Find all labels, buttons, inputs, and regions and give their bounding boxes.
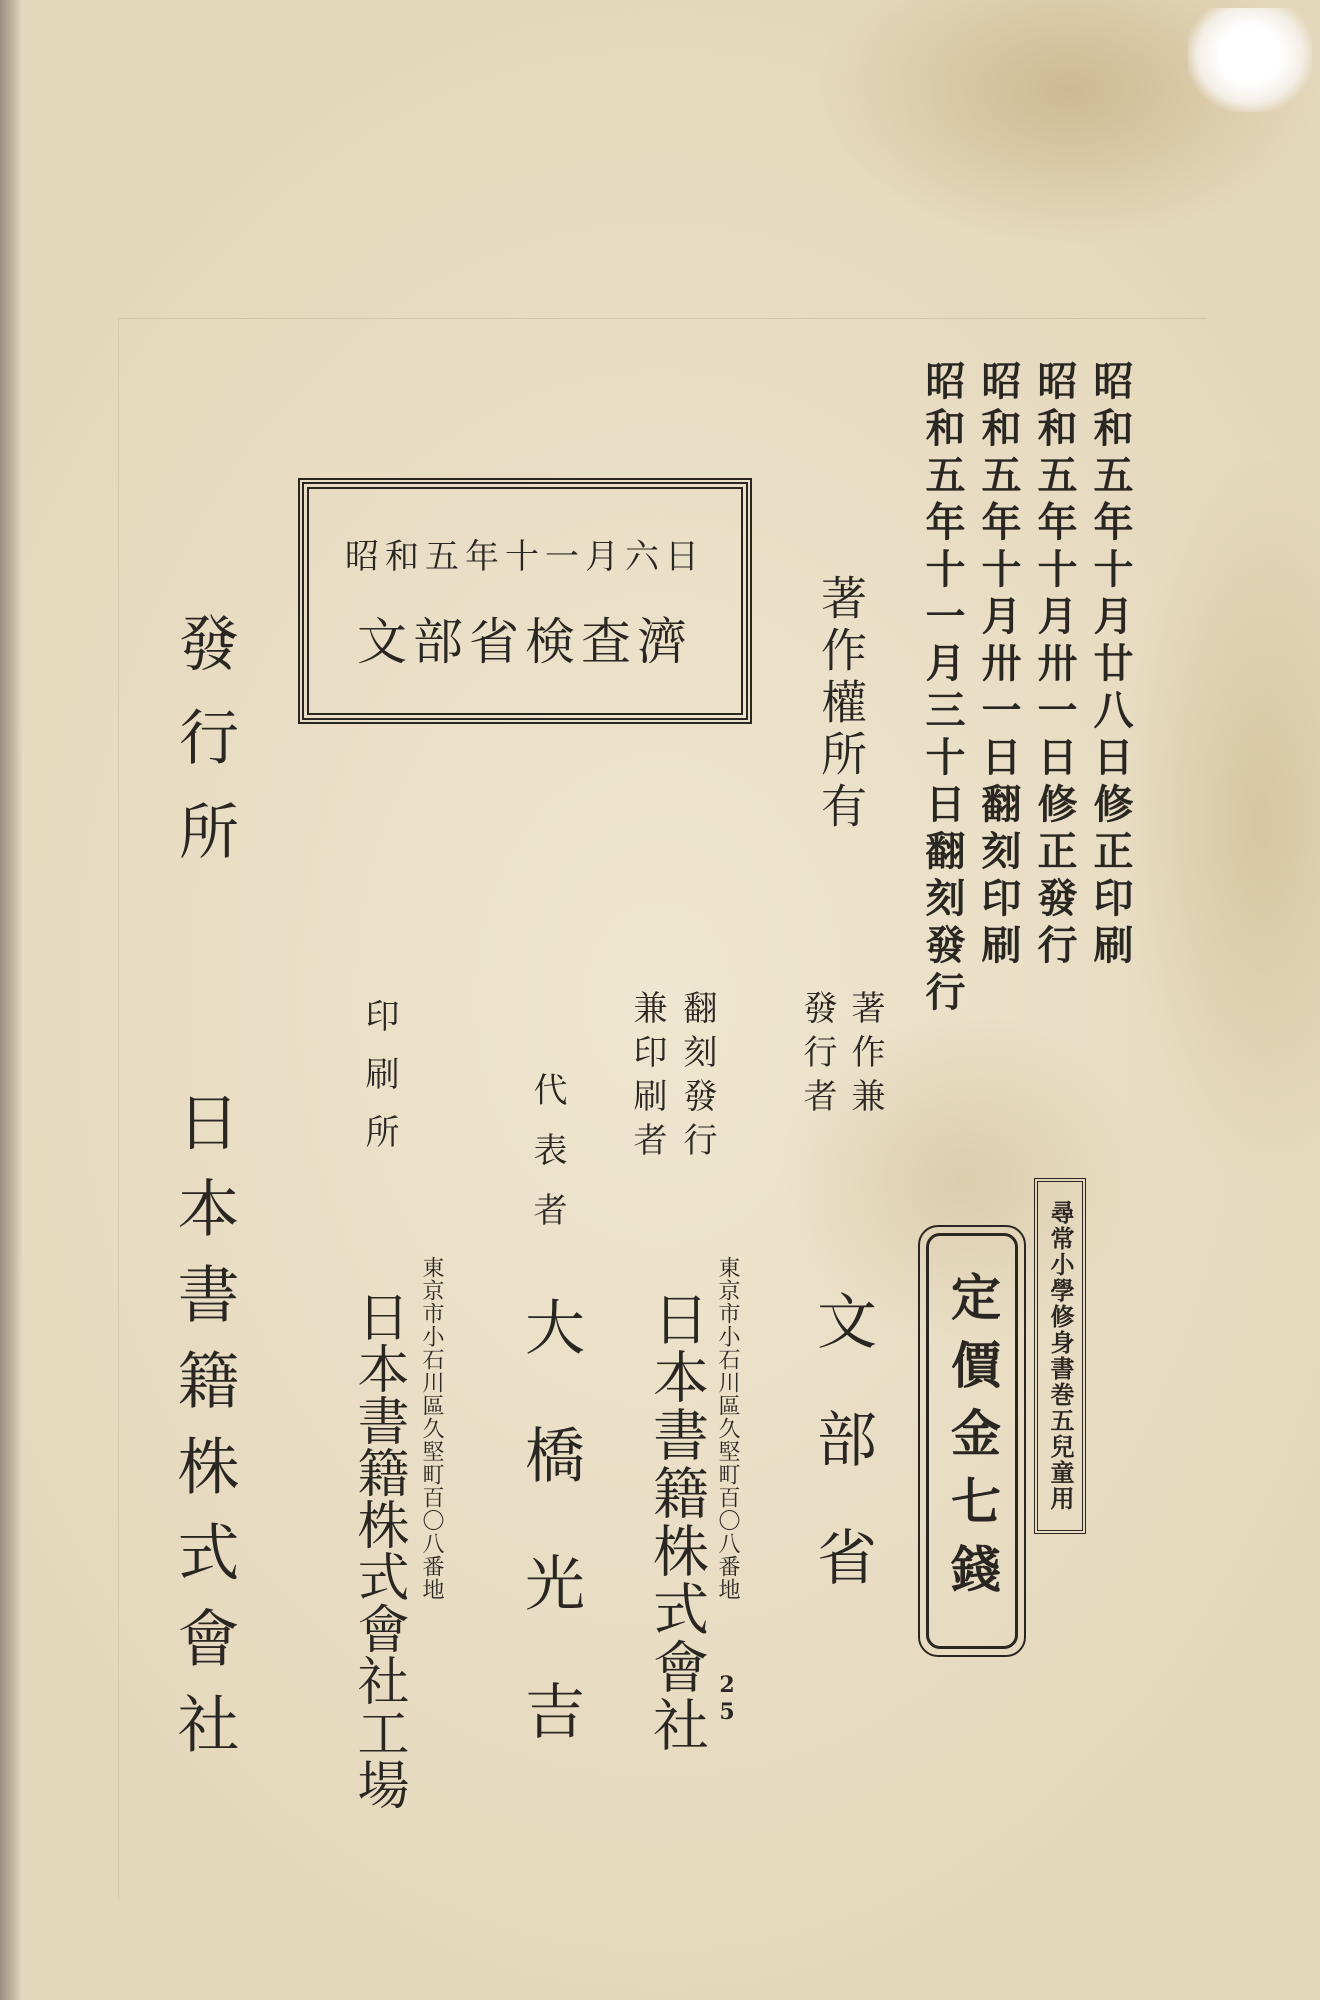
representative-role: 代表者 xyxy=(527,1072,567,1252)
reprint-company: 日本書籍株式會社 xyxy=(644,1290,709,1754)
printing-office-name: 日本書籍株式會社工場 xyxy=(348,1290,408,1810)
printing-office-address: 東京市小石川區久堅町百〇八番地 xyxy=(419,1256,444,1601)
author-publisher-role-2: 發行者 xyxy=(797,990,837,1122)
book-title: 尋常小學修身書巻五兒童用 xyxy=(1046,1200,1075,1512)
inspection-text: 文部省検査濟 xyxy=(357,612,693,671)
inspection-stamp xyxy=(298,478,752,724)
publishing-office-name: 日本書籍株式會社 xyxy=(167,1090,240,1778)
reprint-role-1: 翻刻發行 xyxy=(677,990,717,1166)
book-spine xyxy=(0,0,22,2000)
publishing-office-role: 發行所 xyxy=(169,612,239,894)
price-box xyxy=(918,1225,1026,1657)
price-text: 定價金七錢 xyxy=(943,1271,1002,1611)
date-revised-publication: 昭和五年十月卅一日修正發行 xyxy=(1031,360,1078,971)
inspection-date: 昭和五年十一月六日 xyxy=(345,536,705,577)
date-reprint-printing: 昭和五年十月卅一日翻刻印刷 xyxy=(975,360,1022,971)
book-title-label xyxy=(1034,1178,1086,1534)
date-revised-printing: 昭和五年十月廿八日修正印刷 xyxy=(1087,360,1134,971)
date-reprint-publication: 昭和五年十一月三十日翻刻發行 xyxy=(919,360,966,1018)
reprint-code: 25 xyxy=(714,1672,740,1726)
reprint-address: 東京市小石川區久堅町百〇八番地 xyxy=(715,1256,740,1601)
author-publisher-name: 文部省 xyxy=(807,1290,877,1644)
representative-name: 大橋光吉 xyxy=(515,1296,585,1808)
reprint-role-2: 兼印刷者 xyxy=(627,990,667,1166)
copyright-notice: 著作權所有 xyxy=(814,574,868,834)
author-publisher-role-1: 著作兼 xyxy=(845,990,885,1122)
page-corner-tear xyxy=(1188,8,1312,112)
printing-office-role: 印刷所 xyxy=(359,998,399,1172)
